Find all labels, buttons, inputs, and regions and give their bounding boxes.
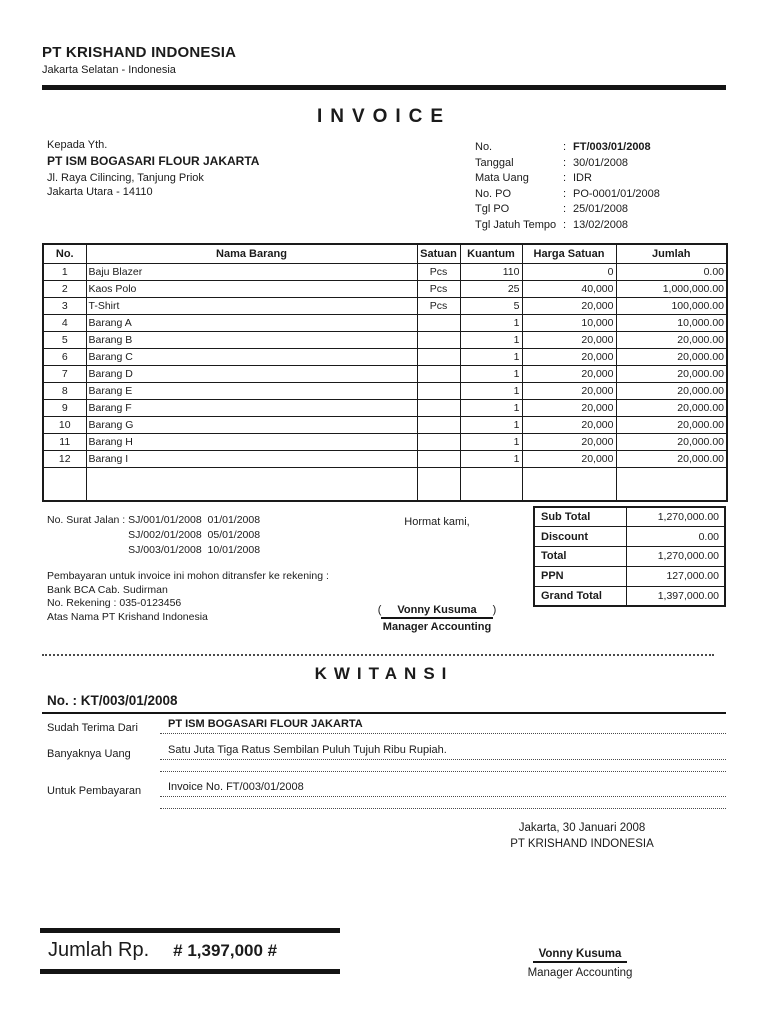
item-price: 20,000 xyxy=(522,399,616,416)
item-price: 20,000 xyxy=(522,331,616,348)
item-name: Barang G xyxy=(86,416,417,433)
item-unit xyxy=(417,365,460,382)
item-unit xyxy=(417,399,460,416)
meta-label: Tanggal xyxy=(475,156,514,169)
item-no: 6 xyxy=(43,348,86,365)
received-from-value: PT ISM BOGASARI FLOUR JAKARTA xyxy=(160,718,726,734)
item-unit xyxy=(417,382,460,399)
item-no: 1 xyxy=(43,263,86,280)
item-amount: 20,000.00 xyxy=(616,382,727,399)
item-price: 0 xyxy=(522,263,616,280)
kwitansi-title: KWITANSI xyxy=(314,664,454,683)
table-row xyxy=(43,399,727,416)
item-amount: 0.00 xyxy=(616,263,727,280)
total-row-grand-total xyxy=(534,586,725,606)
surat-jalan-lines xyxy=(128,513,260,558)
place-date-block xyxy=(462,820,702,852)
item-no: 4 xyxy=(43,314,86,331)
kwitansi-signer-name: Vonny Kusuma xyxy=(533,948,628,963)
item-unit xyxy=(417,433,460,450)
invoice-signature-block xyxy=(352,604,522,633)
item-unit: Pcs xyxy=(417,280,460,297)
company-location: Jakarta Selatan - Indonesia xyxy=(42,64,176,76)
table-row xyxy=(43,263,727,280)
table-row xyxy=(43,297,727,314)
total-label: Discount xyxy=(534,527,626,547)
item-unit: Pcs xyxy=(417,297,460,314)
meta-label: No. xyxy=(475,141,493,153)
item-name: Barang H xyxy=(86,433,417,450)
meta-colon: : xyxy=(563,218,567,231)
surat-jalan-block xyxy=(47,513,260,558)
item-no: 7 xyxy=(43,365,86,382)
recipient-address-line2: Jakarta Utara - 14110 xyxy=(47,186,153,198)
meta-row-po-number xyxy=(475,187,660,203)
item-name: Baju Blazer xyxy=(86,263,417,280)
table-row xyxy=(43,416,727,433)
amount-label: Jumlah Rp. xyxy=(48,939,150,961)
item-qty: 110 xyxy=(460,263,522,280)
company-name: PT KRISHAND INDONESIA xyxy=(42,44,237,61)
meta-colon: : xyxy=(563,172,567,185)
item-unit xyxy=(417,450,460,467)
invoice-currency: IDR xyxy=(573,172,592,185)
amount-in-words-label: Banyaknya Uang xyxy=(47,748,131,760)
amount-banner-content xyxy=(40,933,340,969)
meta-label: No. PO xyxy=(475,187,512,200)
invoice-title: INVOICE xyxy=(316,106,452,127)
item-no: 2 xyxy=(43,280,86,297)
item-name: Barang D xyxy=(86,365,417,382)
table-row xyxy=(43,433,727,450)
open-paren: ( xyxy=(377,604,382,616)
item-name: Barang B xyxy=(86,331,417,348)
item-name: Kaos Polo xyxy=(86,280,417,297)
kwitansi-signature-block xyxy=(490,944,670,979)
item-qty: 1 xyxy=(460,450,522,467)
total-value: 1,270,000.00 xyxy=(626,547,725,567)
items-table xyxy=(42,243,728,502)
col-header-qty: Kuantum xyxy=(460,244,522,263)
payment-note-line: Atas Nama PT Krishand Indonesia xyxy=(47,610,208,623)
total-row-discount xyxy=(534,527,725,547)
total-row-subtotal xyxy=(534,507,725,527)
item-amount: 10,000.00 xyxy=(616,314,727,331)
item-qty: 25 xyxy=(460,280,522,297)
meta-colon: : xyxy=(563,141,567,153)
total-label: Total xyxy=(534,547,626,567)
meta-colon: : xyxy=(563,156,567,169)
kwitansi-signer-title: Manager Accounting xyxy=(527,967,633,979)
item-price: 20,000 xyxy=(522,450,616,467)
col-header-no: No. xyxy=(43,244,86,263)
item-qty: 1 xyxy=(460,416,522,433)
surat-jalan-line: SJ/003/01/2008 10/01/2008 xyxy=(128,544,261,556)
item-qty: 5 xyxy=(460,297,522,314)
blank-dotted-line xyxy=(160,758,726,772)
meta-row-currency xyxy=(475,171,660,187)
item-price: 20,000 xyxy=(522,382,616,399)
col-header-name: Nama Barang xyxy=(86,244,417,263)
recipient-address-line1: Jl. Raya Cilincing, Tanjung Priok xyxy=(47,172,204,184)
meta-row-date xyxy=(475,156,660,172)
item-no: 11 xyxy=(43,433,86,450)
item-unit xyxy=(417,348,460,365)
item-name: Barang I xyxy=(86,450,417,467)
item-qty: 1 xyxy=(460,331,522,348)
signer-name: Vonny Kusuma xyxy=(381,604,492,619)
meta-row-no xyxy=(475,140,660,156)
for-payment-value: Invoice No. FT/003/01/2008 xyxy=(160,781,726,797)
item-name: T-Shirt xyxy=(86,297,417,314)
total-label: PPN xyxy=(534,566,626,586)
table-row xyxy=(43,280,727,297)
item-name: Barang C xyxy=(86,348,417,365)
col-header-price: Harga Satuan xyxy=(522,244,616,263)
item-no: 10 xyxy=(43,416,86,433)
meta-colon: : xyxy=(563,187,567,200)
kwitansi-company-name: PT KRISHAND INDONESIA xyxy=(510,838,654,850)
amount-banner xyxy=(40,928,340,974)
amount-value: # 1,397,000 # xyxy=(173,940,278,960)
signature-line xyxy=(352,604,522,616)
item-price: 20,000 xyxy=(522,416,616,433)
kwitansi-divider xyxy=(42,712,726,714)
item-unit xyxy=(417,416,460,433)
item-no: 12 xyxy=(43,450,86,467)
item-no: 8 xyxy=(43,382,86,399)
total-label: Sub Total xyxy=(534,507,626,527)
meta-label: Tgl PO xyxy=(475,203,510,216)
recipient-salutation: Kepada Yth. xyxy=(47,139,108,151)
totals-table xyxy=(533,506,726,607)
ppn-value: 127,000.00 xyxy=(626,566,725,586)
header-divider xyxy=(42,85,726,90)
kwitansi-number: No. : KT/003/01/2008 xyxy=(47,693,178,708)
item-price: 10,000 xyxy=(522,314,616,331)
surat-jalan-line: SJ/001/01/2008 01/01/2008 xyxy=(128,514,261,526)
discount-value: 0.00 xyxy=(626,527,725,547)
item-price: 20,000 xyxy=(522,365,616,382)
item-unit xyxy=(417,331,460,348)
section-divider xyxy=(42,654,714,656)
item-price: 20,000 xyxy=(522,297,616,314)
place-date: Jakarta, 30 Januari 2008 xyxy=(518,822,646,834)
payment-note-line: Pembayaran untuk invoice ini mohon ditransfer ke rekening : xyxy=(47,570,329,582)
item-qty: 1 xyxy=(460,348,522,365)
item-price: 40,000 xyxy=(522,280,616,297)
closing-salutation: Hormat kami, xyxy=(404,516,470,528)
invoice-date: 30/01/2008 xyxy=(573,156,629,169)
item-amount: 20,000.00 xyxy=(616,416,727,433)
table-row xyxy=(43,331,727,348)
items-header-row xyxy=(43,244,727,263)
received-from-label: Sudah Terima Dari xyxy=(47,722,138,734)
item-unit xyxy=(417,314,460,331)
meta-colon: : xyxy=(563,203,567,216)
po-number: PO-0001/01/2008 xyxy=(573,187,660,200)
total-row-ppn xyxy=(534,566,725,586)
item-unit: Pcs xyxy=(417,263,460,280)
col-header-amount: Jumlah xyxy=(616,244,727,263)
amount-banner-bottom-rule xyxy=(40,969,340,974)
item-qty: 1 xyxy=(460,314,522,331)
item-amount: 20,000.00 xyxy=(616,348,727,365)
grand-total-value: 1,397,000.00 xyxy=(626,586,725,606)
item-amount: 20,000.00 xyxy=(616,331,727,348)
recipient-block xyxy=(47,139,259,199)
meta-row-po-date xyxy=(475,202,660,218)
letterhead xyxy=(42,44,236,76)
item-no: 5 xyxy=(43,331,86,348)
item-qty: 1 xyxy=(460,399,522,416)
item-qty: 1 xyxy=(460,382,522,399)
item-no: 9 xyxy=(43,399,86,416)
table-row xyxy=(43,382,727,399)
invoice-meta-block xyxy=(475,140,660,234)
table-row xyxy=(43,314,727,331)
meta-label: Mata Uang xyxy=(475,172,529,185)
item-qty: 1 xyxy=(460,433,522,450)
table-row xyxy=(43,450,727,467)
recipient-name: PT ISM BOGASARI FLOUR JAKARTA xyxy=(47,154,260,168)
meta-row-due-date xyxy=(475,218,660,234)
total-row-total xyxy=(534,547,725,567)
table-row xyxy=(43,348,727,365)
amount-in-words-value: Satu Juta Tiga Ratus Sembilan Puluh Tujuh Ribu Rupiah. xyxy=(160,744,726,760)
item-amount: 1,000,000.00 xyxy=(616,280,727,297)
item-name: Barang F xyxy=(86,399,417,416)
item-price: 20,000 xyxy=(522,348,616,365)
surat-jalan-line: SJ/002/01/2008 05/01/2008 xyxy=(128,529,261,541)
for-payment-label: Untuk Pembayaran xyxy=(47,785,142,797)
surat-jalan-label: No. Surat Jalan : xyxy=(47,514,129,526)
signer-title: Manager Accounting xyxy=(382,621,492,633)
item-amount: 20,000.00 xyxy=(616,365,727,382)
col-header-unit: Satuan xyxy=(417,244,460,263)
payment-note-line: No. Rekening : 035-0123456 xyxy=(47,597,182,609)
invoice-number: FT/003/01/2008 xyxy=(573,141,651,153)
subtotal-value: 1,270,000.00 xyxy=(626,507,725,527)
payment-note-block xyxy=(47,570,329,624)
item-price: 20,000 xyxy=(522,433,616,450)
item-amount: 20,000.00 xyxy=(616,433,727,450)
due-date: 13/02/2008 xyxy=(573,218,629,231)
item-no: 3 xyxy=(43,297,86,314)
table-row xyxy=(43,365,727,382)
item-amount: 100,000.00 xyxy=(616,297,727,314)
total-label: Grand Total xyxy=(534,586,626,606)
item-amount: 20,000.00 xyxy=(616,399,727,416)
table-filler-row xyxy=(43,467,727,501)
blank-dotted-line xyxy=(160,795,726,809)
item-qty: 1 xyxy=(460,365,522,382)
item-amount: 20,000.00 xyxy=(616,450,727,467)
item-name: Barang E xyxy=(86,382,417,399)
po-date: 25/01/2008 xyxy=(573,203,629,216)
item-name: Barang A xyxy=(86,314,417,331)
close-paren: ) xyxy=(492,604,497,616)
meta-label: Tgl Jatuh Tempo xyxy=(475,218,557,231)
payment-note-line: Bank BCA Cab. Sudirman xyxy=(47,583,168,596)
